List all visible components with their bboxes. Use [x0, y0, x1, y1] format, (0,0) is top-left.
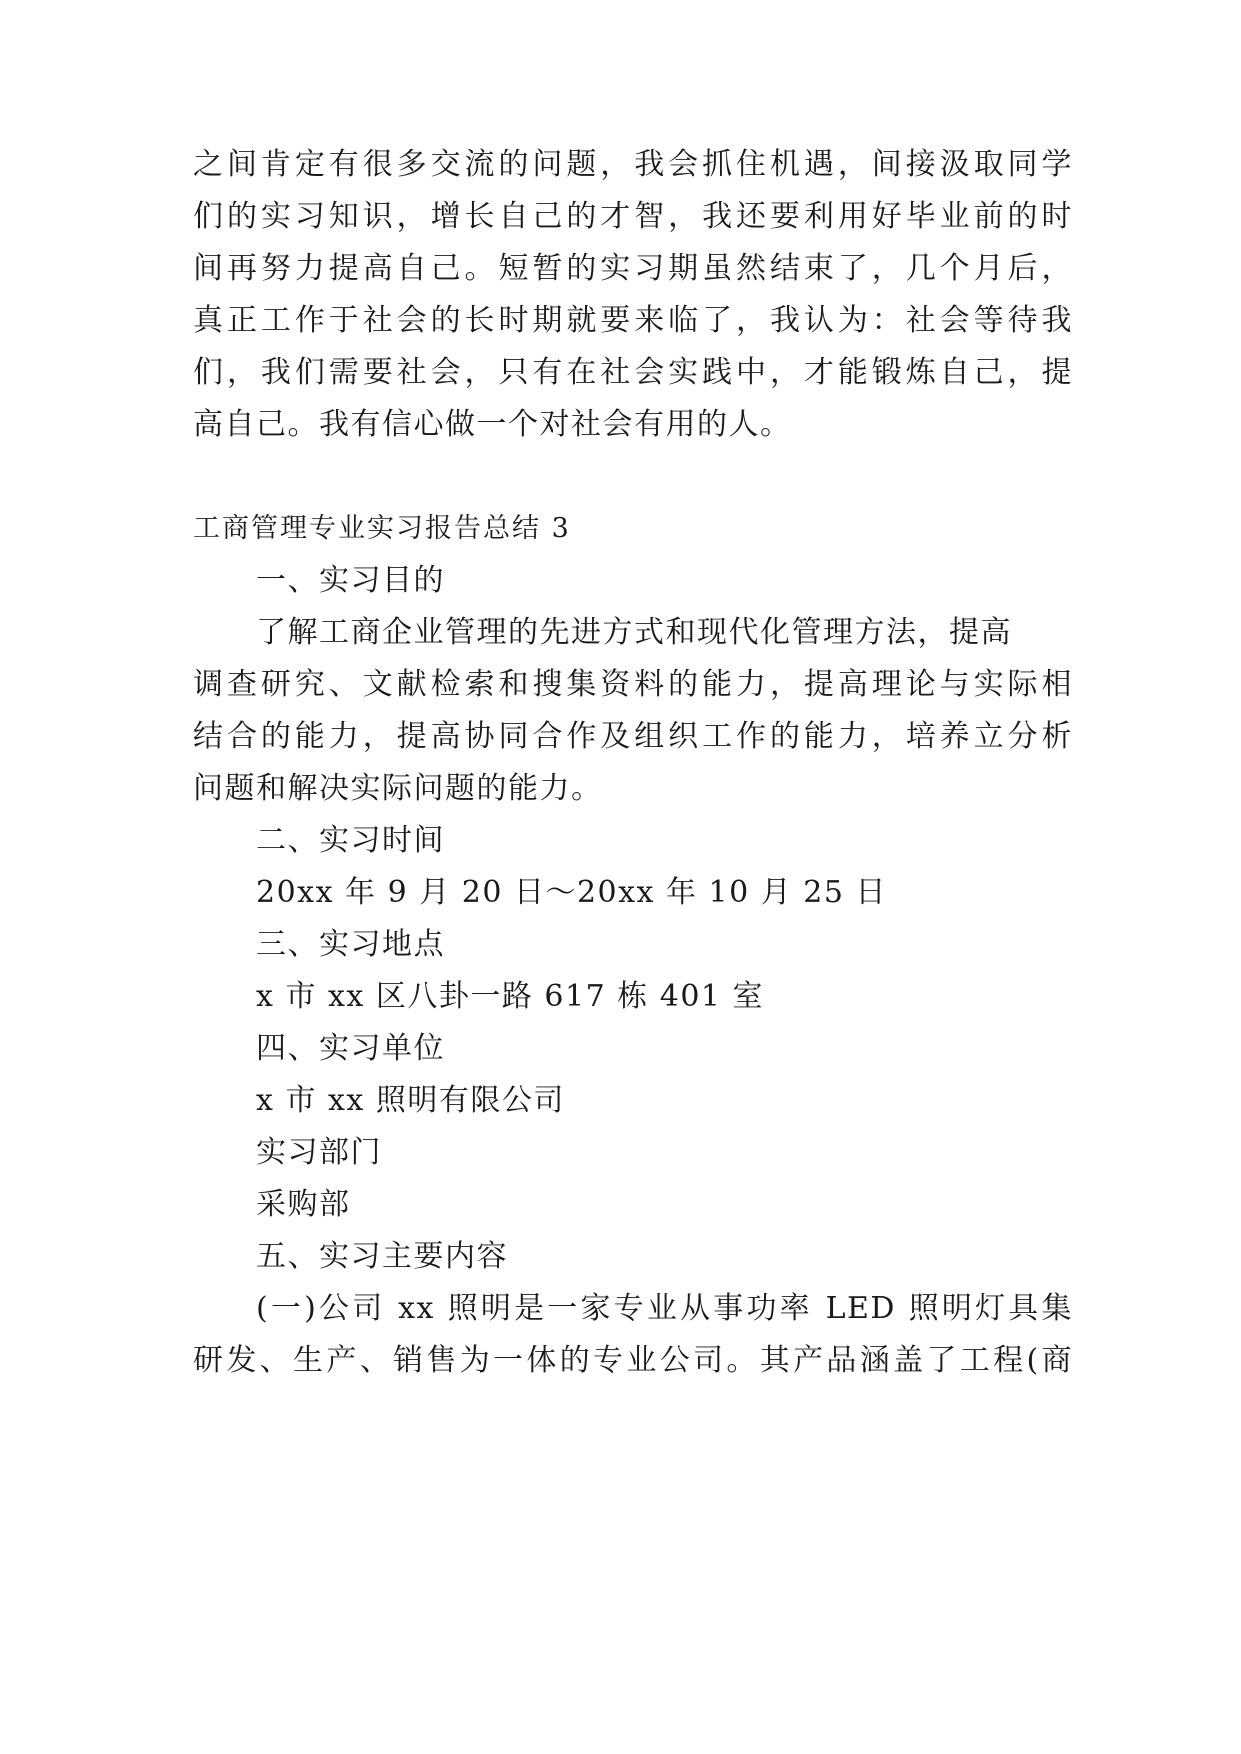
content-heading: 五、实习主要内容 [256, 1239, 508, 1274]
unit-value: x 市 xx 照明有限公司 [256, 1083, 565, 1118]
location-value: x 市 xx 区八卦一路 617 栋 401 室 [256, 979, 765, 1014]
department-value: 采购部 [256, 1187, 351, 1222]
time-value: 20xx 年 9 月 20 日～20xx 年 10 月 25 日 [256, 875, 887, 910]
paragraph-line: 们的实习知识，增长自己的才智，我还要利用好毕业前的时 [193, 199, 1073, 234]
department-heading: 实习部门 [256, 1135, 382, 1170]
paragraph-line: 高自己。我有信心做一个对社会有用的人。 [193, 407, 792, 442]
content-line: (一)公司 xx 照明是一家专业从事功率 LED 照明灯具集 [256, 1291, 1073, 1326]
purpose-heading: 一、实习目的 [256, 563, 445, 598]
purpose-line: 了解工商企业管理的先进方式和现代化管理方法，提高 [256, 615, 1012, 650]
purpose-line: 结合的能力，提高协同合作及组织工作的能力，培养立分析 [193, 719, 1073, 754]
paragraph-line: 真正工作于社会的长时期就要来临了，我认为：社会等待我 [193, 303, 1073, 338]
paragraph-line: 之间肯定有很多交流的问题，我会抓住机遇，间接汲取同学 [193, 147, 1073, 182]
section-title: 工商管理专业实习报告总结 3 [193, 513, 571, 544]
paragraph-line: 们，我们需要社会，只有在社会实践中，才能锻炼自己，提 [193, 355, 1073, 390]
time-heading: 二、实习时间 [256, 823, 445, 858]
paragraph-line: 间再努力提高自己。短暂的实习期虽然结束了，几个月后， [193, 251, 1073, 286]
unit-heading: 四、实习单位 [256, 1031, 445, 1066]
purpose-line: 调查研究、文献检索和搜集资料的能力，提高理论与实际相 [193, 667, 1073, 702]
purpose-line: 问题和解决实际问题的能力。 [193, 771, 603, 806]
location-heading: 三、实习地点 [256, 927, 445, 962]
content-line: 研发、生产、销售为一体的专业公司。其产品涵盖了工程(商 [193, 1343, 1073, 1378]
